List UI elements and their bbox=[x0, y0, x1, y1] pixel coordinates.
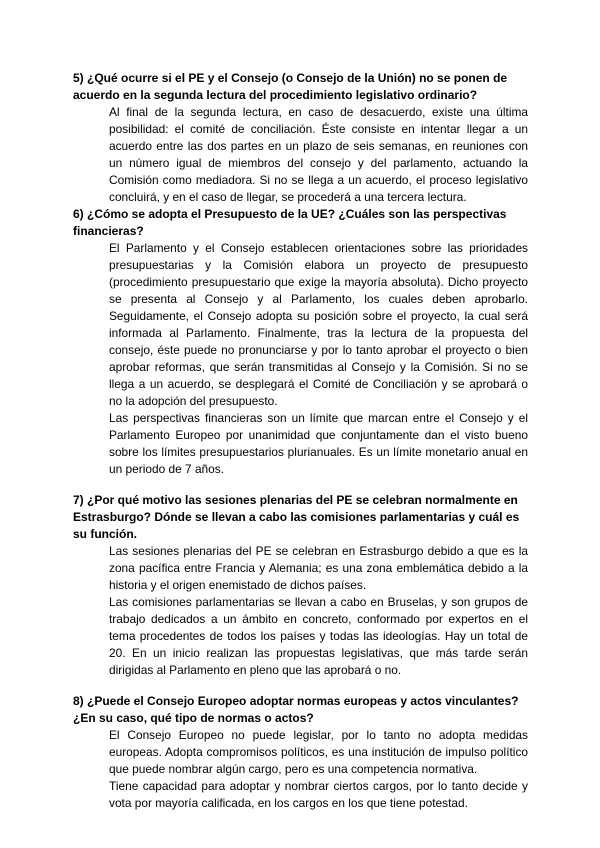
answer-paragraph: El Consejo Europeo no puede legislar, por lo tanto no adopta medidas europeas. Adopta compromisos políticos, es una institución de impulso político que puede nombrar algún cargo, pero es una competencia normativa. bbox=[109, 728, 528, 776]
answer-paragraph: Las comisiones parlamentarias se llevan a cabo en Bruselas, y son grupos de trabajo dedicados a un ámbito en concreto, conformado por expertos en el tema procedentes de todos los países y todas las ideologías. Hay un total de 20. En un inicio realizan las propuestas legislativas, que más tarde serán dirigidas al Parlamento en pleno que las aprobará o no. bbox=[109, 595, 528, 677]
answer-paragraph: Al final de la segunda lectura, en caso de desacuerdo, existe una última posibilidad: el comité de conciliación. Éste consiste en intentar llegar a un acuerdo entre las dos partes en un plazo de seis semanas, en reuniones con un número igual de miembros del consejo y del parlamento, actuando la Comisión como mediadora. Si no se llega a un acuerdo, el proceso legislativo concluirá, y en el caso de llegar, se procederá a una tercera lectura. bbox=[109, 105, 528, 204]
answer-paragraph: Las sesiones plenarias del PE se celebran en Estrasburgo debido a que es la zona pacífica entre Francia y Alemania; es una zona emblemática debido a la historia y el origen enemistado de dichos países. bbox=[109, 544, 528, 592]
question-heading: 6) ¿Cómo se adopta el Presupuesto de la UE? ¿Cuáles son las perspectivas financieras? bbox=[73, 207, 507, 238]
question-heading: 8) ¿Puede el Consejo Europeo adoptar normas europeas y actos vinculantes? ¿En su caso, qué tipo de normas o actos? bbox=[73, 694, 519, 725]
section-q5 bbox=[73, 70, 528, 206]
question-heading: 7) ¿Por qué motivo las sesiones plenarias del PE se celebran normalmente en Estrasburgo? Dónde se llevan a cabo las comisiones parlamentarias y cuál es su función. bbox=[73, 493, 520, 541]
answer-paragraph: Tiene capacidad para adoptar y nombrar ciertos cargos, por lo tanto decide y vota por mayoría calificada, en los cargos en los que tiene potestad. bbox=[109, 779, 528, 810]
section-q7 bbox=[73, 492, 528, 679]
section-q8 bbox=[73, 693, 528, 812]
answer-paragraph: El Parlamento y el Consejo establecen orientaciones sobre las prioridades presupuestarias y la Comisión elabora un proyecto de presupuesto (procedimiento presupuestario que exige la mayoría absoluta). Dicho proyecto se presenta al Consejo y al Parlamento, los cuales deben aprobarlo. Seguidamente, el Consejo adopta su posición sobre el proyecto, la cual será informada al Parlamento. Finalmente, tras la lectura de la propuesta del consejo, éste puede no pronunciarse y por lo tanto aprobar el proyecto o bien aprobar reformas, que serán transmitidas al Consejo y la Comisión. Si no se llega a un acuerdo, se desplegará el Comité de Conciliación y se aprobará o no la adopción del presupuesto. bbox=[109, 241, 528, 408]
answer-paragraph: Las perspectivas financieras son un límite que marcan entre el Consejo y el Parlamento Europeo por unanimidad que conjuntamente dan el visto bueno sobre los límites presupuestarios plurianuales. Es un límite monetario anual en un periodo de 7 años. bbox=[109, 411, 528, 476]
section-q6 bbox=[73, 206, 528, 478]
question-heading: 5) ¿Qué ocurre si el PE y el Consejo (o Consejo de la Unión) no se ponen de acuerdo en la segunda lectura del procedimiento legislativo ordinario? bbox=[73, 71, 508, 102]
document-content bbox=[73, 70, 528, 812]
